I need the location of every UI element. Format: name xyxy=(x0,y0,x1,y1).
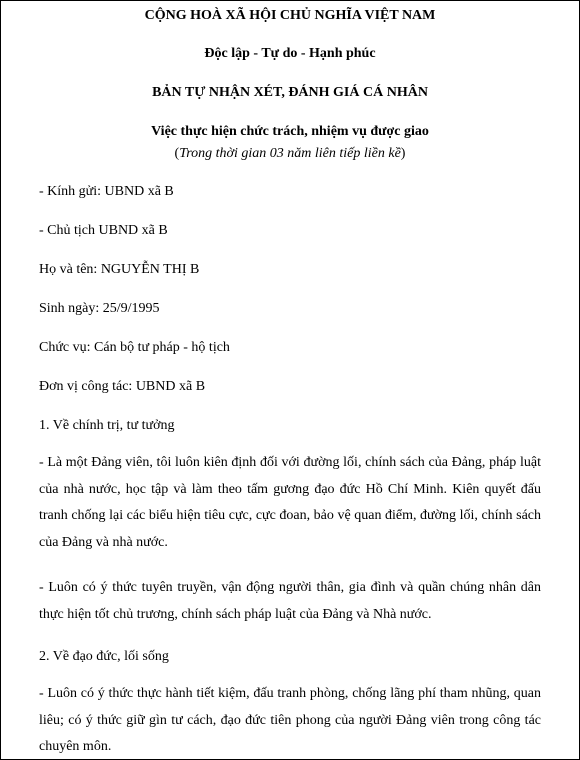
note-text: Trong thời gian 03 năm liên tiếp liền kề xyxy=(179,146,401,161)
note-close-paren: ) xyxy=(400,146,406,161)
section-heading-politics: 1. Về chính trị, tư tưởng xyxy=(39,418,175,433)
work-unit-line: Đơn vị công tác: UBND xã B xyxy=(39,379,206,394)
nation-header: CỘNG HOÀ XÃ HỘI CHỦ NGHĨA VIỆT NAM xyxy=(144,8,436,23)
document-period-note xyxy=(39,144,541,164)
motto: Độc lập - Tự do - Hạnh phúc xyxy=(204,46,376,61)
section-politics-paragraph-1: - Là một Đảng viên, tôi luôn kiên định đối với đường lối, chính sách của Đảng, pháp luật của nhà nước, học tập và làm theo tấm gương đạo đức Hồ Chí Minh. Kiên quyết đấu tranh chống lại các biểu hiện tiêu cực, cực đoan, bảo vệ quan điểm, đường lối, chính sách của Đảng và nhà nước. xyxy=(39,455,541,550)
note-open-paren: ( xyxy=(174,146,180,161)
section-ethics-paragraph-1: - Luôn có ý thức thực hành tiết kiệm, đấu tranh phòng, chống lãng phí tham nhũng, quan liêu; có ý thức giữ gìn tư cách, đạo đức tiên phong của người Đảng viên trong công tác chuyên môn. xyxy=(39,686,541,754)
recipient-line-1: - Kính gửi: UBND xã B xyxy=(39,184,174,199)
section-politics-paragraph-2: - Luôn có ý thức tuyên truyền, vận động người thân, gia đình và quần chúng nhân dân thực hiện tốt chủ trương, chính sách pháp luật của Đảng và Nhà nước. xyxy=(39,580,541,622)
position-line: Chức vụ: Cán bộ tư pháp - hộ tịch xyxy=(39,340,230,355)
document-subtitle: Việc thực hiện chức trách, nhiệm vụ được giao xyxy=(151,124,429,139)
birth-date-line: Sinh ngày: 25/9/1995 xyxy=(39,301,160,316)
document-title: BẢN TỰ NHẬN XÉT, ĐÁNH GIÁ CÁ NHÂN xyxy=(152,85,428,100)
recipient-line-2: - Chủ tịch UBND xã B xyxy=(39,223,168,238)
full-name-line: Họ và tên: NGUYỄN THỊ B xyxy=(39,262,200,277)
section-heading-ethics: 2. Về đạo đức, lối sống xyxy=(39,649,169,664)
